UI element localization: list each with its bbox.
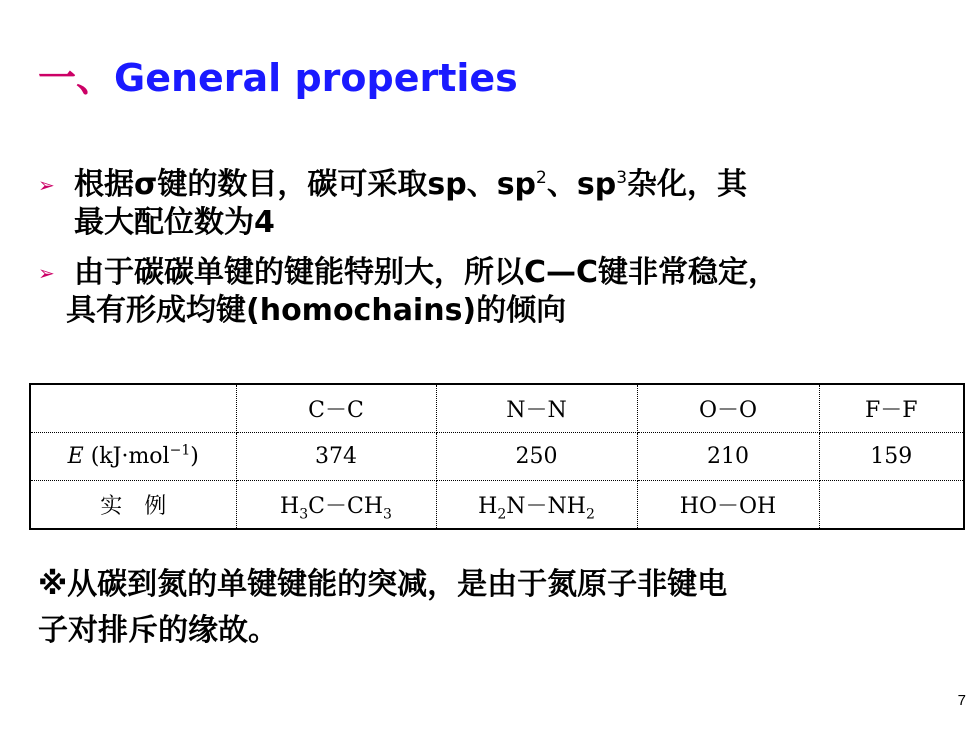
formula-part: H <box>280 494 300 519</box>
note-line2: 子对排斥的缘故。 <box>38 613 278 648</box>
bullet-text: 、sp <box>546 167 617 202</box>
formula-subscript: 3 <box>299 506 309 523</box>
bullet-list <box>38 166 968 342</box>
example-ethane-cell <box>236 481 436 530</box>
table-cell: C－C <box>236 384 436 433</box>
bullet-text: 根据σ键的数目，碳可采取sp、sp <box>74 167 537 202</box>
bullet-text: 由于碳碳单键的键能特别大，所以C—C键非常稳定， <box>74 255 779 290</box>
table-row-energy <box>30 433 964 481</box>
table-row-example <box>30 481 964 530</box>
table-cell: 374 <box>236 433 436 481</box>
table-cell <box>30 384 236 433</box>
superscript: 2 <box>536 168 547 188</box>
table-cell <box>819 481 964 530</box>
formula-part: C－CH <box>308 494 384 519</box>
table-cell: HO－OH <box>637 481 819 530</box>
formula-subscript: 3 <box>383 506 392 523</box>
unit-text: (kJ·mol <box>83 444 170 469</box>
bullet-item-bond-energy <box>38 254 968 330</box>
table-cell: 159 <box>819 433 964 481</box>
energy-label-cell <box>30 433 236 481</box>
bullet-text: 杂化，其 <box>627 167 748 202</box>
title-text: General properties <box>114 56 518 100</box>
table-cell: O－O <box>637 384 819 433</box>
bond-energy-table <box>29 383 965 530</box>
example-hydrazine-cell <box>436 481 637 530</box>
table-cell: F－F <box>819 384 964 433</box>
page-number: 7 <box>957 692 966 709</box>
formula-part: H <box>478 494 498 519</box>
table-cell: 实 例 <box>30 481 236 530</box>
formula-part: N－NH <box>506 494 586 519</box>
table-cell: 210 <box>637 433 819 481</box>
bullet-arrow-icon: ➢ <box>38 261 55 285</box>
formula-subscript: 2 <box>585 506 595 523</box>
energy-symbol: E <box>67 444 84 469</box>
note-line1: ※从碳到氮的单键键能的突减，是由于氮原子非键电 <box>38 567 728 602</box>
table-header-row <box>30 384 964 433</box>
bullet-arrow-icon: ➢ <box>38 173 55 197</box>
unit-text: ) <box>190 444 199 469</box>
bullet-text-line2: 最大配位数为4 <box>74 205 275 240</box>
bullet-text-line2: 具有形成均键(homochains)的倾向 <box>66 293 567 328</box>
title-prefix: 一、 <box>38 56 115 100</box>
slide-title <box>38 52 518 104</box>
table-cell: N－N <box>436 384 637 433</box>
bullet-item-hybridization <box>38 166 968 242</box>
table-cell: 250 <box>436 433 637 481</box>
formula-subscript: 2 <box>497 506 507 523</box>
note-paragraph <box>38 562 958 654</box>
unit-superscript: −1 <box>169 442 191 459</box>
superscript: 3 <box>616 168 628 188</box>
